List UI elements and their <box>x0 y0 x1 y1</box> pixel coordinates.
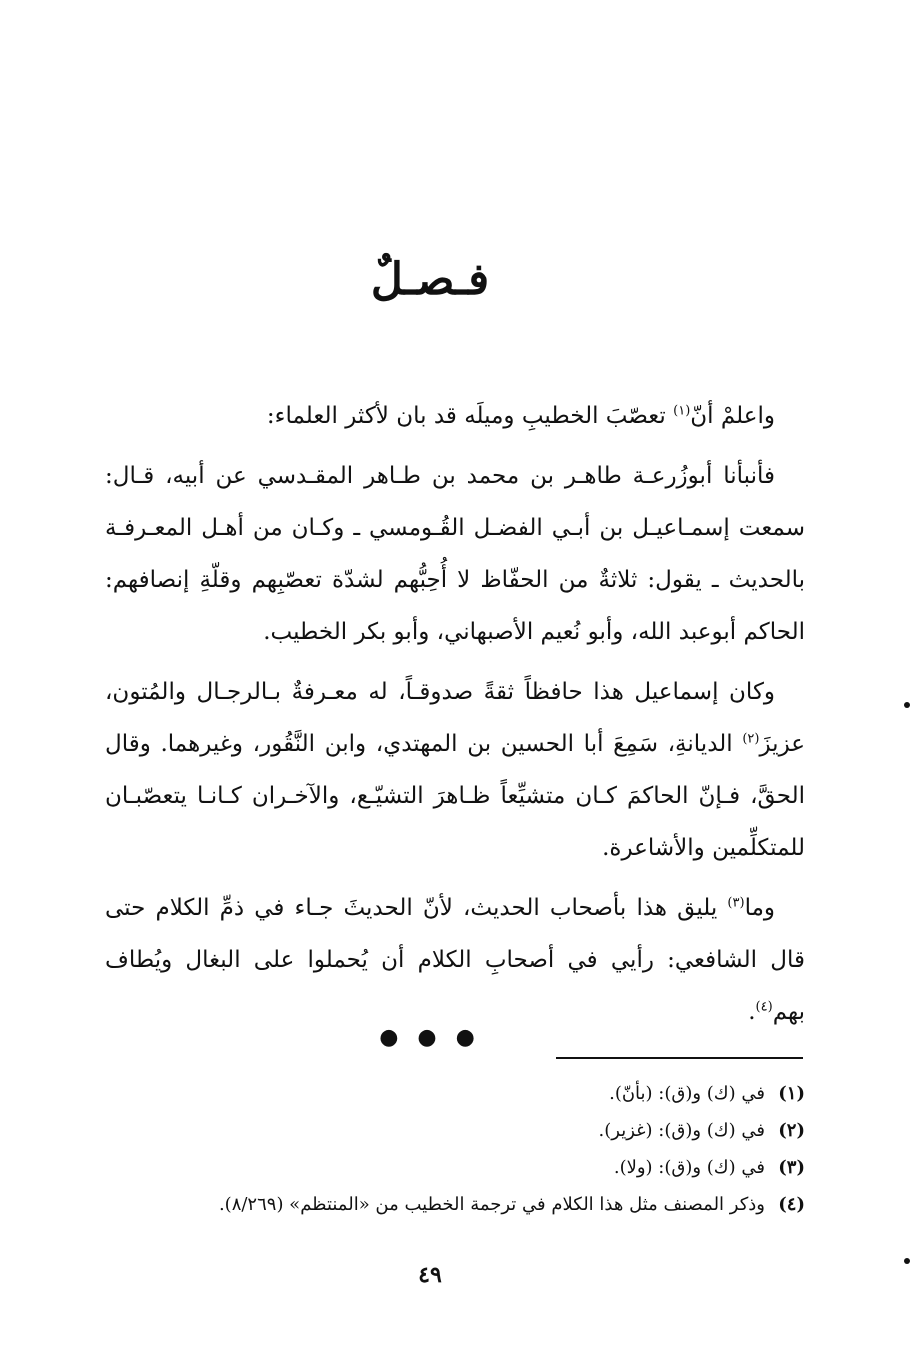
margin-mark-dot <box>904 1258 910 1264</box>
paragraph-4-text-b: يليق هذا بأصحاب الحديث، لأنّ الحديثَ جـاء في ذمِّ الكلام حتى قال الشافعي: رأيي في أصحابِ الكلام أن يُحملوا على البغال ويُطاف بهم <box>105 895 805 1025</box>
paragraph-4-text-c: . <box>748 999 756 1025</box>
paragraph-2 <box>105 450 805 658</box>
paragraph-1 <box>105 390 805 442</box>
footnote-1 <box>105 1075 805 1112</box>
footnote-3 <box>105 1149 805 1186</box>
footnote-text: في (ك) و(ق): (بأنّ). <box>609 1083 765 1104</box>
footnote-ref-4[interactable]: (٤) <box>755 999 773 1015</box>
footnote-divider <box>556 1057 803 1059</box>
paragraph-3 <box>105 666 805 874</box>
section-separator: ● ● ● <box>379 1025 481 1050</box>
margin-mark-dot <box>904 702 910 708</box>
paragraph-2-text: فأنبأنا أبوزُرعـة طاهـر بن محمد بن طـاهر المقـدسي عن أبيه، قـال: سمعت إسمـاعيـل بن أبـي الفضـل القُـومسي ـ وكـان من أهـل المعـرفـة بالحديث ـ يقول: ثلاثةٌ من الحفّاظ لا أُحِبُّهم لشدّة تعصّبِهم وقلّةِ إنصافهم: الحاكم أبوعبد الله، وأبو نُعيم الأصبهاني، وأبو بكر الخطيب. <box>105 463 805 645</box>
footnote-ref-1[interactable]: (١) <box>673 403 691 419</box>
footnote-number: (٣) <box>778 1157 805 1178</box>
main-text <box>105 390 805 1046</box>
footnote-number: (١) <box>778 1083 805 1104</box>
footnote-text: في (ك) و(ق): (ولا). <box>613 1157 765 1178</box>
footnote-text: وذكر المصنف مثل هذا الكلام في ترجمة الخطيب من «المنتظم» (٨/٢٦٩). <box>218 1194 765 1215</box>
page-number: ٤٩ <box>418 1262 442 1288</box>
paragraph-1-text-b: تعصّبَ الخطيبِ وميلَه قد بان لأكثر العلماء: <box>266 403 674 429</box>
section-heading-text: فـصـلٌ <box>370 254 490 305</box>
footnotes-list <box>105 1075 805 1223</box>
paragraph-3-text-a: وكان إسماعيل هذا حافظاً ثقةً صدوقـاً، له معـرفةٌ بـالرجـال والمُتون، عزيزَ <box>105 679 805 757</box>
paragraph-1-text-a: واعلمْ أنّ <box>690 403 775 429</box>
footnote-4 <box>105 1186 805 1223</box>
paragraph-4 <box>105 882 805 1038</box>
paragraph-3-text-b: الديانةِ، سَمِعَ أبا الحسين بن المهتدي، وابن النَّقُور، وغيرهما. وقال الحقَّ، فـإنّ الحاكمَ كـان متشيِّعاً ظـاهرَ التشيّـع، والآخـران كـانـا يتعصّبـان للمتكلِّمين والأشاعرة. <box>105 731 805 861</box>
footnote-ref-2[interactable]: (٢) <box>742 731 760 747</box>
footnote-ref-3[interactable]: (٣) <box>727 895 745 911</box>
section-heading <box>0 250 860 310</box>
footnote-2 <box>105 1112 805 1149</box>
footnote-text: في (ك) و(ق): (غزير). <box>598 1120 765 1141</box>
footnote-number: (٤) <box>778 1194 805 1215</box>
footnote-number: (٢) <box>778 1120 805 1141</box>
paragraph-4-text-a: وما <box>744 895 775 921</box>
